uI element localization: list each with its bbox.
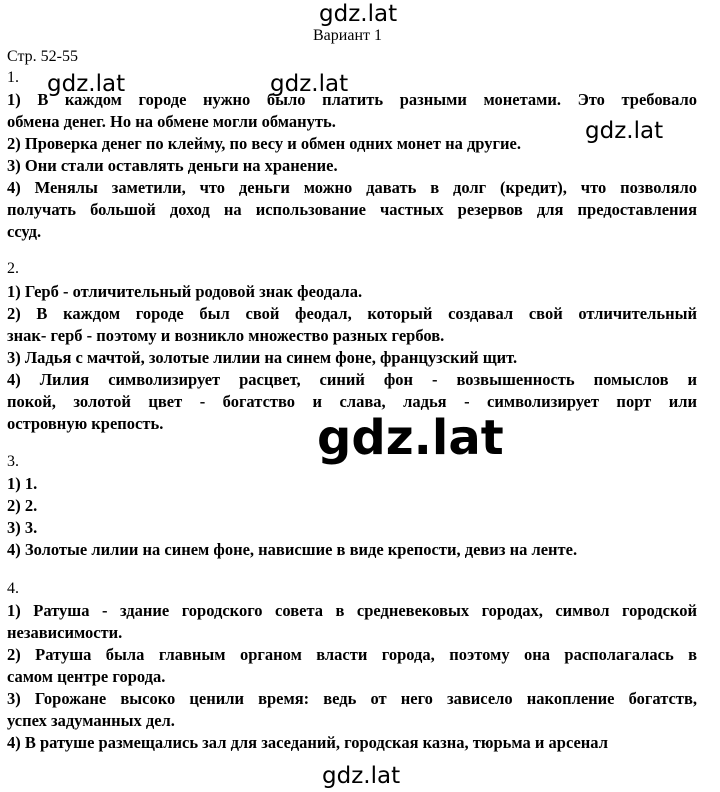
answer-line: обмена денег. Но на обмене могли обмануть. <box>7 112 336 131</box>
answer <box>7 688 697 732</box>
page-reference: Стр. 52-55 <box>7 48 78 65</box>
answer <box>7 89 697 133</box>
answer-line: 4) В ратуше размещались зал для заседаний, городская казна, тюрьма и арсенал <box>7 733 608 752</box>
answer-line: 3) Ладья с мачтой, золотые лилии на синем фоне, французский щит. <box>7 348 518 367</box>
watermark-left: gdz.lat <box>47 71 126 97</box>
answer-line: 1) В каждом городе нужно было платить разными монетами. Это требовало <box>7 90 697 109</box>
answer-line: 3) 3. <box>7 518 38 537</box>
answer <box>7 600 697 644</box>
answer-line: 4) Менялы заметили, что деньги можно давать в долг (кредит), что позволяло <box>7 178 697 197</box>
answer-line: 1) 1. <box>7 474 38 493</box>
answer <box>7 177 697 243</box>
answer-line: 3) Горожане высоко ценили время: ведь от него зависело накопление богатств, <box>7 689 697 708</box>
answer-line: знак- герб - поэтому и возникло множество разных гербов. <box>7 326 445 345</box>
answer-line: независимости. <box>7 623 123 642</box>
answer-line: самом центре города. <box>7 667 166 686</box>
answer-line: 3) Они стали оставлять деньги на хранение. <box>7 156 338 175</box>
answer <box>7 644 697 688</box>
watermark-center: gdz.lat <box>270 71 349 97</box>
section-number: 1. <box>7 69 19 86</box>
variant-title: Вариант 1 <box>313 27 382 44</box>
section-number: 4. <box>7 580 19 597</box>
watermark-top: gdz.lat <box>319 1 398 27</box>
answer-line: 4) Золотые лилии на синем фоне, нависшие в виде крепости, девиз на ленте. <box>7 540 578 559</box>
answer <box>7 369 697 435</box>
answer <box>7 303 697 347</box>
answer-line: 2) Проверка денег по клейму, по весу и обмен одних монет на другие. <box>7 134 521 153</box>
answer-line: успех задуманных дел. <box>7 711 175 730</box>
watermark-large: gdz.lat <box>317 410 504 466</box>
answer-line: покой, золотой цвет - богатство и слава, ладья - символизирует порт или <box>7 392 697 411</box>
answer-line: 1) Ратуша - здание городского совета в средневековых городах, символ городской <box>7 601 697 620</box>
watermark-right: gdz.lat <box>585 118 664 144</box>
answer-line: 2) 2. <box>7 496 38 515</box>
section-number: 2. <box>7 260 19 277</box>
answer-line: 1) Герб - отличительный родовой знак феодала. <box>7 282 363 301</box>
answer-line: ссуд. <box>7 222 42 241</box>
answer-line: 2) В каждом городе был свой феодал, который создавал свой отличительный <box>7 304 697 323</box>
answer-line: 4) Лилия символизирует расцвет, синий фон - возвышенность помыслов и <box>7 370 697 389</box>
answer-line: 2) Ратуша была главным органом власти города, поэтому она располагалась в <box>7 645 697 664</box>
answer-line: островную крепость. <box>7 414 164 433</box>
answer-line: получать большой доход на использование частных резервов для предоставления <box>7 200 697 219</box>
section-number: 3. <box>7 453 19 470</box>
watermark-bottom: gdz.lat <box>322 763 401 789</box>
